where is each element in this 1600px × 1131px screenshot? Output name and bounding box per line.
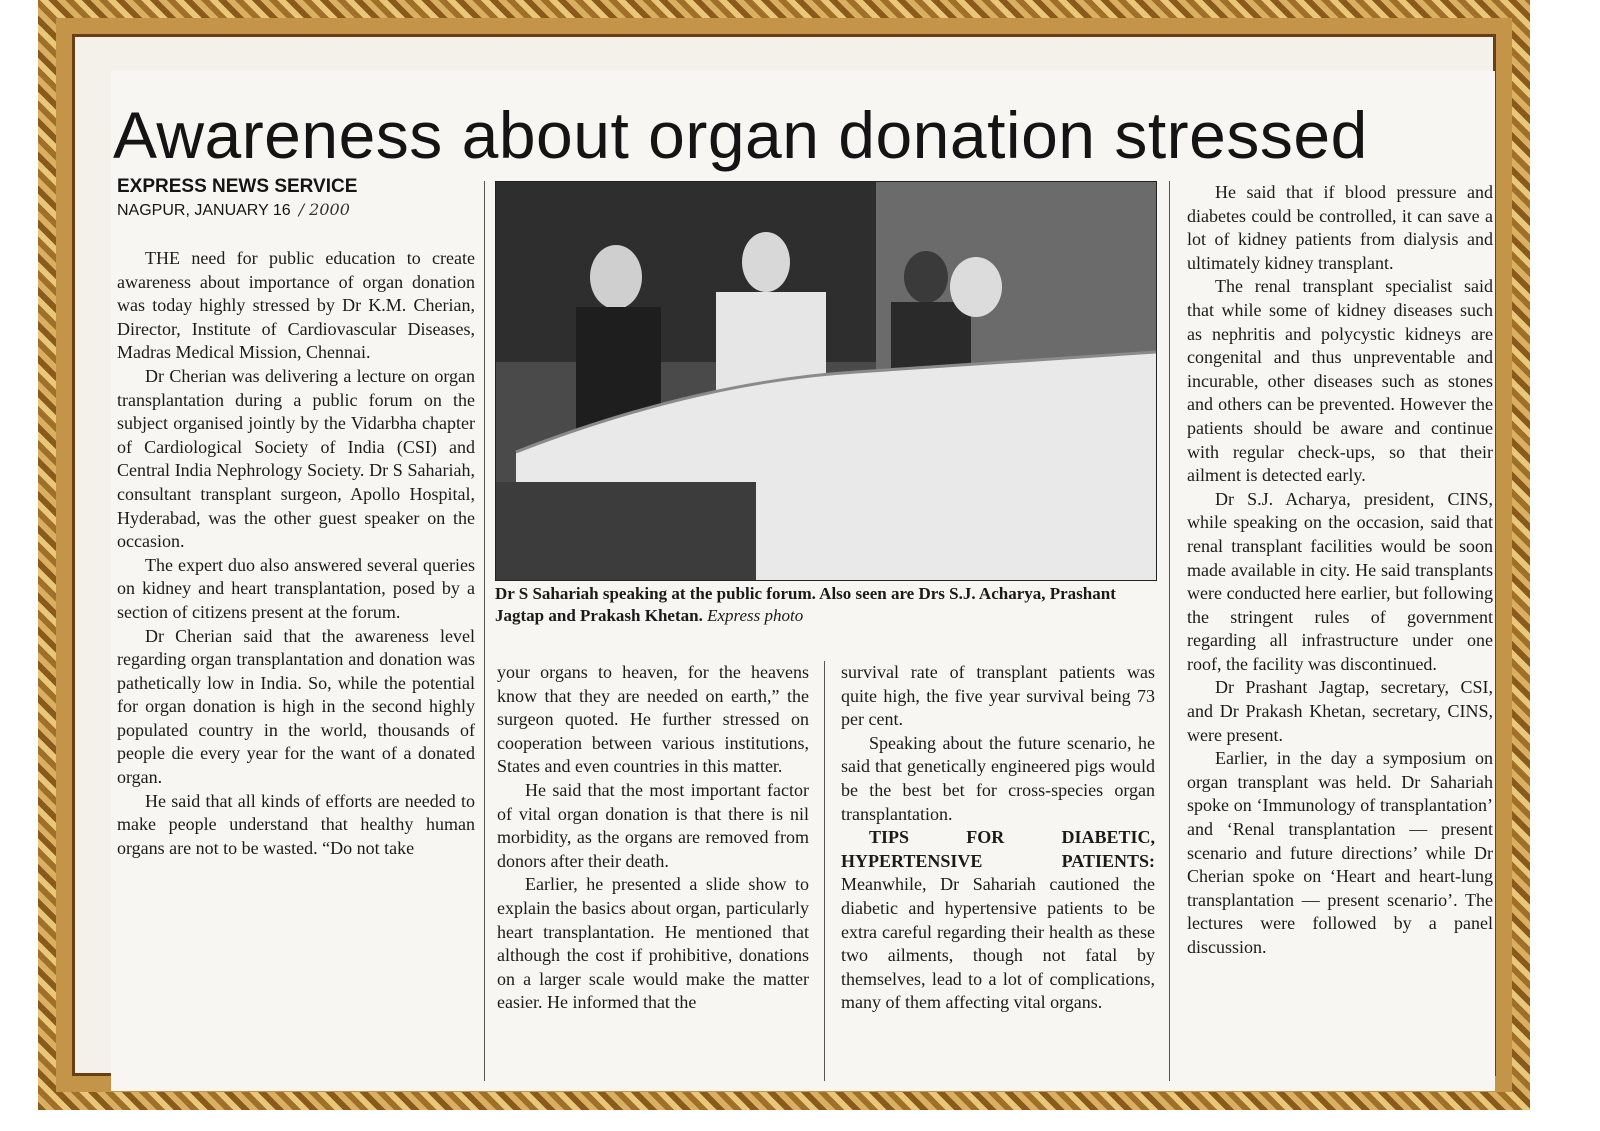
caption-text: Dr S Sahariah speaking at the public forum. Also seen are Drs S.J. Acharya, Prashant Jagtap and Prakash Khetan. bbox=[495, 584, 1116, 625]
paragraph: Dr S.J. Acharya, president, CINS, while speaking on the occasion, said that renal transplant facilities would be soon made available in city. He said transplants were conducted here earlier, but following the stringent rules of government regarding all infrastructure under one roof, the facility was discontinued. bbox=[1187, 488, 1493, 674]
byline bbox=[117, 175, 357, 222]
photo-illustration bbox=[496, 182, 1156, 580]
photo-credit: Express photo bbox=[707, 606, 804, 625]
forum-photo bbox=[495, 181, 1157, 581]
paragraph: Dr Prashant Jagtap, secretary, CSI, and Dr Prakash Khetan, secretary, CINS, were present. bbox=[1187, 677, 1493, 745]
paragraph: Earlier, in the day a symposium on organ transplant was held. Dr Sahariah spoke on ‘Immunology of transplantation’ and ‘Renal transplantation — present scenario and future directions’ while Dr Cherian spoke on ‘Heart and heart-lung transplantation — present scenario’. The lectures were followed by a panel discussion. bbox=[1187, 748, 1493, 957]
tips-heading: TIPS FOR DIABETIC, HYPERTENSIVE PATIENTS: bbox=[841, 827, 1155, 871]
frame-inner-border bbox=[72, 34, 1496, 1076]
handwritten-year: / 2000 bbox=[298, 200, 350, 219]
dateline-text: NAGPUR, JANUARY 16 bbox=[117, 202, 291, 219]
paragraph: He said that the most important factor of vital organ donation is that there is nil morbidity, as the organs are removed from donors after their death. bbox=[497, 779, 809, 871]
paragraph: Dr Cherian said that the awareness level regarding organ transplantation and donation was pathetically low in India. So, while the potential for organ donation is high in the second highly populated country in the world, thousands of people die every year for the want of a donated organ. bbox=[117, 625, 475, 788]
column-rule bbox=[1169, 181, 1170, 1081]
column-rule bbox=[824, 661, 825, 1081]
paragraph: survival rate of transplant patients was quite high, the five year survival being 73 per cent. bbox=[841, 662, 1155, 730]
newspaper-clipping bbox=[111, 71, 1495, 1091]
dateline bbox=[117, 199, 357, 222]
article-column-2 bbox=[497, 661, 809, 1015]
paragraph: The expert duo also answered several queries on kidney and heart transplantation, posed by a section of citizens present at the forum. bbox=[117, 554, 475, 622]
paragraph: The renal transplant specialist said that while some of kidney diseases such as nephritis and polycystic kidneys are congenital and thus unpreventable and incurable, other diseases such as stones and others can be prevented. However the patients should be aware and continue with regular check-ups, so that their ailment is detected early. bbox=[1187, 276, 1493, 486]
paragraph: He said that if blood pressure and diabetes could be controlled, it can save a lot of kidney patients from dialysis and ultimately kidney transplant. bbox=[1187, 182, 1493, 273]
paragraph: Dr Cherian was delivering a lecture on organ transplantation during a public forum on the subject organised jointly by the Vidarbha chapter of Cardiological Society of India (CSI) and Central India Nephrology Society. Dr S Sahariah, consultant transplant surgeon, Apollo Hospital, Hyderabad, was the other guest speaker on the occasion. bbox=[117, 365, 475, 552]
column-rule bbox=[484, 181, 485, 1081]
tips-paragraph bbox=[841, 826, 1155, 1015]
tips-body: Meanwhile, Dr Sahariah cautioned the diabetic and hypertensive patients to be extra careful regarding their health as these two ailments, though not fatal by themselves, lead to a lot of complications, many of them affecting vital organs. bbox=[841, 874, 1155, 1013]
headline: Awareness about organ donation stressed bbox=[113, 98, 1368, 172]
paragraph: Speaking about the future scenario, he said that genetically engineered pigs would be the best bet for cross-species organ transplantation. bbox=[841, 732, 1155, 824]
article-column-1 bbox=[117, 247, 475, 860]
article-column-3 bbox=[841, 661, 1155, 1015]
photo-caption bbox=[495, 583, 1155, 627]
paragraph: THE need for public education to create awareness about importance of organ donation was today highly stressed by Dr K.M. Cherian, Director, Institute of Cardiovascular Diseases, Madras Medical Mission, Chennai. bbox=[117, 248, 475, 363]
paragraph: He said that all kinds of efforts are needed to make people understand that healthy human organs are not to be wasted. “Do not take bbox=[117, 790, 475, 858]
paragraph: your organs to heaven, for the heavens know that they are needed on earth,” the surgeon quoted. He further stressed on cooperation between various institutions, States and even countries in this matter. bbox=[497, 662, 809, 777]
news-service: EXPRESS NEWS SERVICE bbox=[117, 176, 358, 197]
article-column-4 bbox=[1187, 181, 1493, 960]
picture-frame bbox=[38, 0, 1530, 1110]
paragraph: Earlier, he presented a slide show to explain the basics about organ, particularly heart transplantation. He mentioned that although the cost if prohibitive, donations on a larger scale would make the matter easier. He informed that the bbox=[497, 874, 809, 1013]
